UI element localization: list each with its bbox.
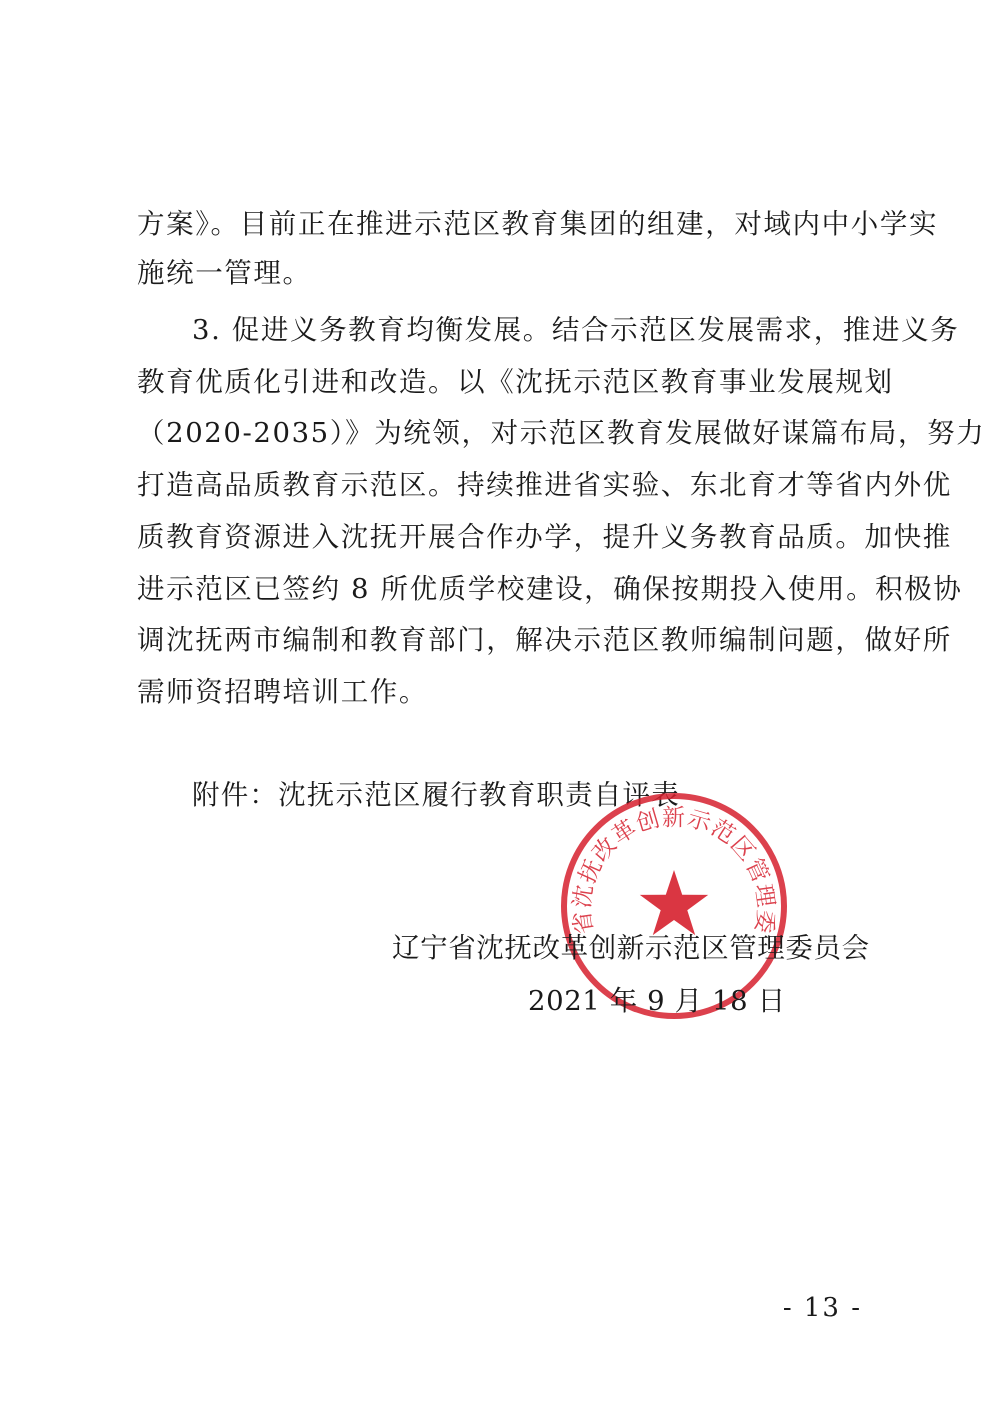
body-line-8: 进示范区已签约 8 所优质学校建设，确保按期投入使用。积极协 (137, 573, 963, 605)
body-line-9: 调沈抚两市编制和教育部门，解决示范区教师编制问题，做好所 (137, 624, 952, 656)
body-line-10: 需师资招聘培训工作。 (137, 676, 428, 708)
seal-text: 省沈抚改革创新示范区管理委 (569, 804, 779, 936)
signature-organization: 辽宁省沈抚改革创新示范区管理委员会 (392, 932, 870, 964)
body-line-4: 教育优质化引进和改造。以《沈抚示范区教育事业发展规划 (137, 366, 894, 398)
body-line-1: 方案》。目前正在推进示范区教育集团的组建，对域内中小学实 (137, 208, 939, 240)
body-line-5: （2020-2035）》为统领，对示范区教育发展做好谋篇布局，努力 (137, 417, 986, 449)
signature-date: 2021 年 9 月 18 日 (528, 985, 786, 1017)
attachment-line: 附件：沈抚示范区履行教育职责自评表 (192, 779, 680, 811)
body-line-7: 质教育资源进入沈抚开展合作办学，提升义务教育品质。加快推 (137, 521, 952, 553)
body-line-2: 施统一管理。 (137, 257, 312, 289)
body-line-3: 3. 促进义务教育均衡发展。结合示范区发展需求，推进义务 (192, 314, 960, 346)
body-line-6: 打造高品质教育示范区。持续推进省实验、东北育才等省内外优 (137, 469, 952, 501)
page-number: - 13 - (782, 1293, 862, 1323)
seal-star-icon (640, 870, 708, 935)
